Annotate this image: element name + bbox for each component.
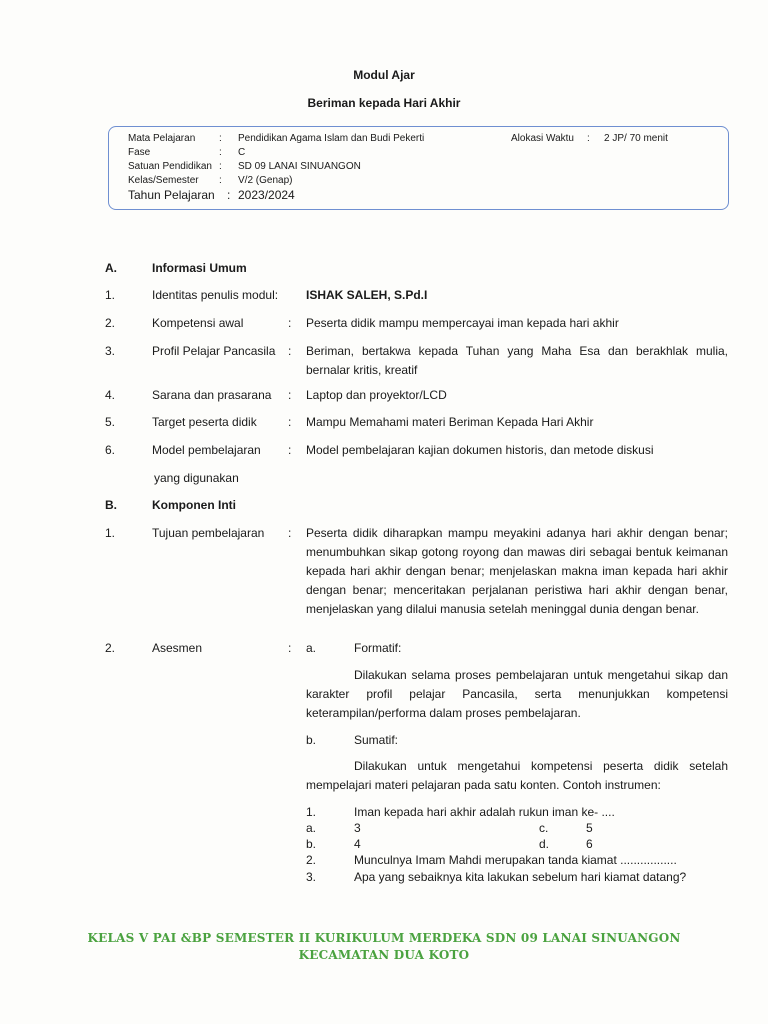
colon: : [227, 188, 231, 202]
colon: : [288, 526, 292, 540]
item-number: 2. [105, 316, 116, 330]
kompetensi-awal-value: Peserta didik mampu mempercayai iman kepada hari akhir [306, 316, 619, 330]
item-number: 3. [105, 344, 116, 358]
mata-pelajaran-label: Mata Pelajaran [128, 133, 196, 144]
alokasi-waktu-label: Alokasi Waktu [511, 133, 574, 144]
target-label: Target peserta didik [152, 415, 257, 429]
question-text: Iman kepada hari akhir adalah rukun iman ke- .... [354, 805, 615, 819]
tujuan-value: Peserta didik diharapkan mampu meyakini adanya hari akhir dengan benar; menumbuhkan sikap gotong royong dan mawas diri sebagai bentuk keimanan kepada hari akhir dengan benar; menjelaskan makna iman kepada hari akhir dengan benar; menceritakan perjalanan peristiwa hari akhir dengan benar, menjelaskan yang dilalui manusia setelah meninggal dunia dengan benar. [306, 526, 728, 616]
colon: : [288, 388, 292, 402]
item-number: 4. [105, 388, 116, 402]
sarana-label: Sarana dan prasarana [152, 388, 272, 402]
option-letter: d. [539, 837, 550, 851]
profil-pelajar-label: Profil Pelajar Pancasila [152, 344, 276, 358]
question-number: 3. [306, 870, 317, 884]
satuan-pendidikan-label: Satuan Pendidikan [128, 161, 212, 172]
tahun-pelajaran-label: Tahun Pelajaran [128, 188, 215, 202]
formatif-letter: a. [306, 641, 317, 655]
section-b-heading: Komponen Inti [152, 498, 236, 512]
colon: : [288, 641, 292, 655]
colon: : [219, 147, 222, 158]
option-letter: b. [306, 837, 317, 851]
sumatif-letter: b. [306, 733, 317, 747]
colon: : [288, 415, 292, 429]
option-letter: c. [539, 821, 549, 835]
footer-line-2: KECAMATAN DUA KOTO [298, 948, 470, 962]
fase-value: C [238, 147, 246, 158]
item-number: 1. [105, 526, 116, 540]
sumatif-text: Dilakukan untuk mengetahui kompetensi peserta didik setelah mempelajari materi pelajaran pada satu konten. Contoh instrumen: [306, 759, 728, 792]
option-value: 5 [586, 821, 593, 835]
model-label: Model pembelajaran [152, 443, 261, 457]
satuan-pendidikan-value: SD 09 LANAI SINUANGON [238, 161, 361, 172]
item-number: 2. [105, 641, 116, 655]
item-number: 5. [105, 415, 116, 429]
identitas-value: ISHAK SALEH, S.Pd.I [306, 288, 428, 302]
option-value: 4 [354, 837, 361, 851]
mata-pelajaran-value: Pendidikan Agama Islam dan Budi Pekerti [238, 133, 425, 144]
section-a-heading: Informasi Umum [152, 261, 247, 275]
colon: : [288, 443, 292, 457]
tujuan-label: Tujuan pembelajaran [152, 526, 265, 540]
model-label-line2: yang digunakan [154, 471, 239, 485]
tahun-pelajaran-value: 2023/2024 [238, 188, 295, 202]
option-value: 6 [586, 837, 593, 851]
colon: : [219, 133, 222, 144]
colon: : [288, 316, 292, 330]
formatif-title: Formatif: [354, 641, 402, 655]
item-number: 1. [105, 288, 116, 302]
document-title: Modul Ajar [353, 68, 415, 82]
section-a-letter: A. [105, 261, 117, 275]
option-value: 3 [354, 821, 361, 835]
item-number: 6. [105, 443, 116, 457]
target-value: Mampu Memahami materi Beriman Kepada Hari Akhir [306, 415, 594, 429]
option-letter: a. [306, 821, 317, 835]
colon: : [219, 161, 222, 172]
sumatif-title: Sumatif: [354, 733, 399, 747]
profil-pelajar-value: Beriman, bertakwa kepada Tuhan yang Maha Esa dan berakhlak mulia, bernalar kritis, kreatif [306, 344, 728, 377]
question-number: 1. [306, 805, 317, 819]
question-number: 2. [306, 853, 317, 867]
colon: : [288, 344, 292, 358]
question-text: Apa yang sebaiknya kita lakukan sebelum hari kiamat datang? [354, 870, 687, 884]
document-subtitle: Beriman kepada Hari Akhir [307, 96, 461, 110]
section-b-letter: B. [105, 498, 117, 512]
footer-line-1: KELAS V PAI &BP SEMESTER II KURIKULUM MERDEKA SDN 09 LANAI SINUANGON [87, 931, 681, 945]
kelas-semester-value: V/2 (Genap) [238, 175, 293, 186]
kelas-semester-label: Kelas/Semester [128, 175, 199, 186]
question-text: Munculnya Imam Mahdi merupakan tanda kiamat ................. [354, 853, 677, 867]
sarana-value: Laptop dan proyektor/LCD [306, 388, 447, 402]
fase-label: Fase [128, 147, 151, 158]
colon: : [219, 175, 222, 186]
formatif-text: Dilakukan selama proses pembelajaran untuk mengetahui sikap dan karakter profil pelajar Pancasila, serta menunjukkan kompetensi keterampilan/performa dalam proses pembelajaran. [306, 668, 728, 720]
identitas-label: Identitas penulis modul: [152, 288, 279, 302]
model-value: Model pembelajaran kajian dokumen historis, dan metode diskusi [306, 443, 654, 457]
kompetensi-awal-label: Kompetensi awal [152, 316, 244, 330]
asesmen-label: Asesmen [152, 641, 203, 655]
alokasi-waktu-value: 2 JP/ 70 menit [604, 133, 668, 144]
colon: : [587, 133, 590, 144]
